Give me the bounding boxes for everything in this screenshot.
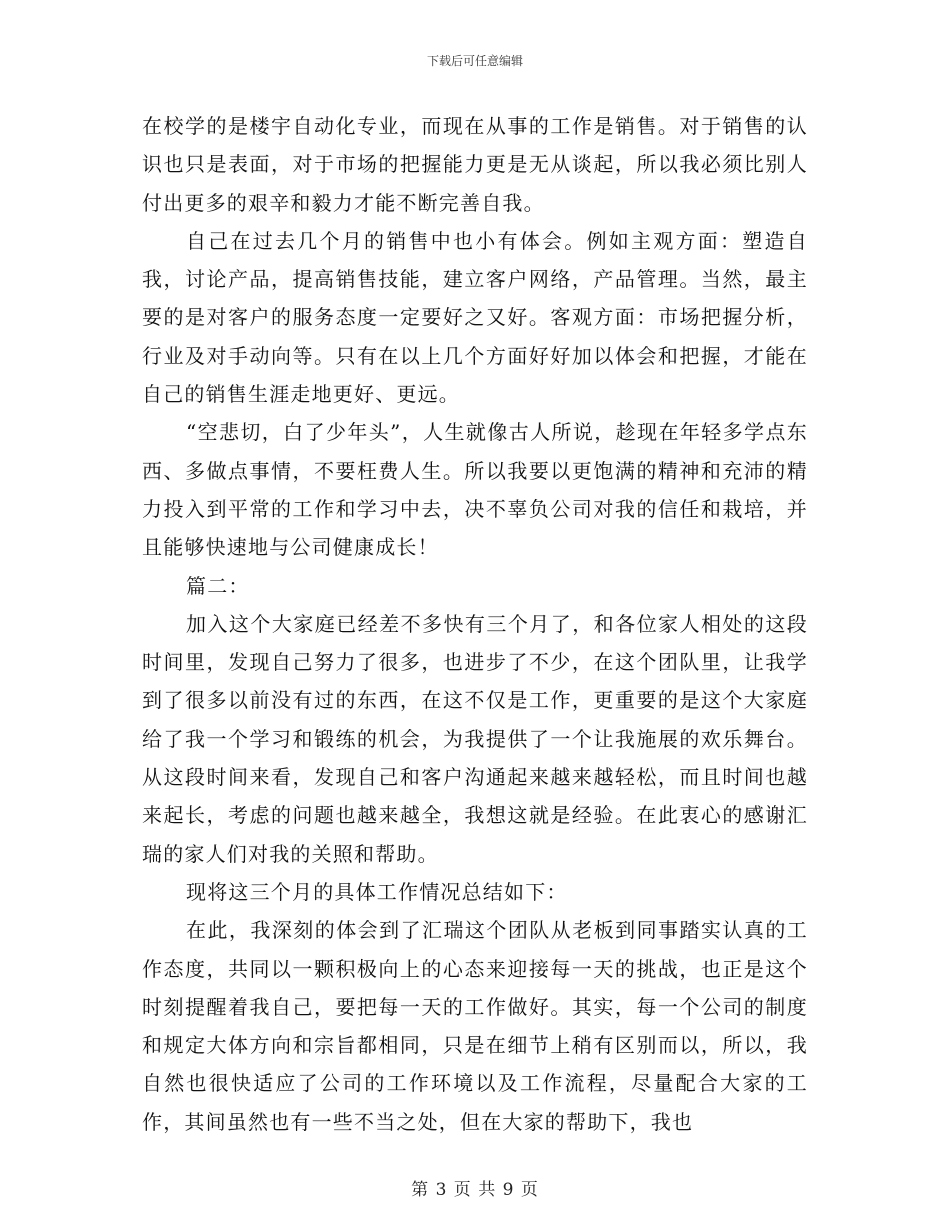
page-number-label: 第 3 页 共 9 页 [411,1180,539,1200]
page-footer [0,1175,950,1200]
paragraph: 自己在过去几个月的销售中也小有体会。例如主观方面：塑造自我，讨论产品，提高销售技能，建立客户网络，产品管理。当然，最主要的是对客户的服务态度一定要好之又好。客观方面：市场把握分析，行业及对手动向等。只有在以上几个方面好好加以体会和把握，才能在自己的销售生涯走地更好、更远。 [142,228,808,407]
paragraph: 加入这个大家庭已经差不多快有三个月了，和各位家人相处的这段时间里，发现自己努力了很多，也进步了不少，在这个团队里，让我学到了很多以前没有过的东西，在这不仅是工作，更重要的是这个大家庭给了我一个学习和锻练的机会，为我提供了一个让我施展的欢乐舞台。从这段时间来看，发现自己和客户沟通起来越来越轻松，而且时间也越来起长，考虑的问题也越来越全，我想这就是经验。在此衷心的感谢汇瑞的家人们对我的关照和帮助。 [142,611,808,866]
paragraph: 在校学的是楼宇自动化专业，而现在从事的工作是销售。对于销售的认识也只是表面，对于市场的把握能力更是无从谈起，所以我必须比别人付出更多的艰辛和毅力才能不断完善自我。 [142,114,808,215]
page-header: 下载后可任意编辑 [426,54,523,68]
document-body [142,107,808,1141]
paragraph: 在此，我深刻的体会到了汇瑞这个团队从老板到同事踏实认真的工作态度，共同以一颗积极向上的心态来迎接每一天的挑战，也正是这个时刻提醒着我自己，要把每一天的工作做好。其实，每一个公司的制度和规定大体方向和宗旨都相同，只是在细节上稍有区别而以，所以，我自然也很快适应了公司的工作环境以及工作流程，尽量配合大家的工作，其间虽然也有一些不当之处，但在大家的帮助下，我也 [142,918,808,1134]
section-heading: 篇二： [186,573,250,598]
paragraph: “空悲切，白了少年头”，人生就像古人所说，趁现在年轻多学点东西、多做点事情，不要枉费人生。所以我要以更饱满的精神和充沛的精力投入到平常的工作和学习中去，决不辜负公司对我的信任和栽培，并且能够快速地与公司健康成长！ [142,420,808,560]
paragraph: 现将这三个月的具体工作情况总结如下： [186,879,568,904]
